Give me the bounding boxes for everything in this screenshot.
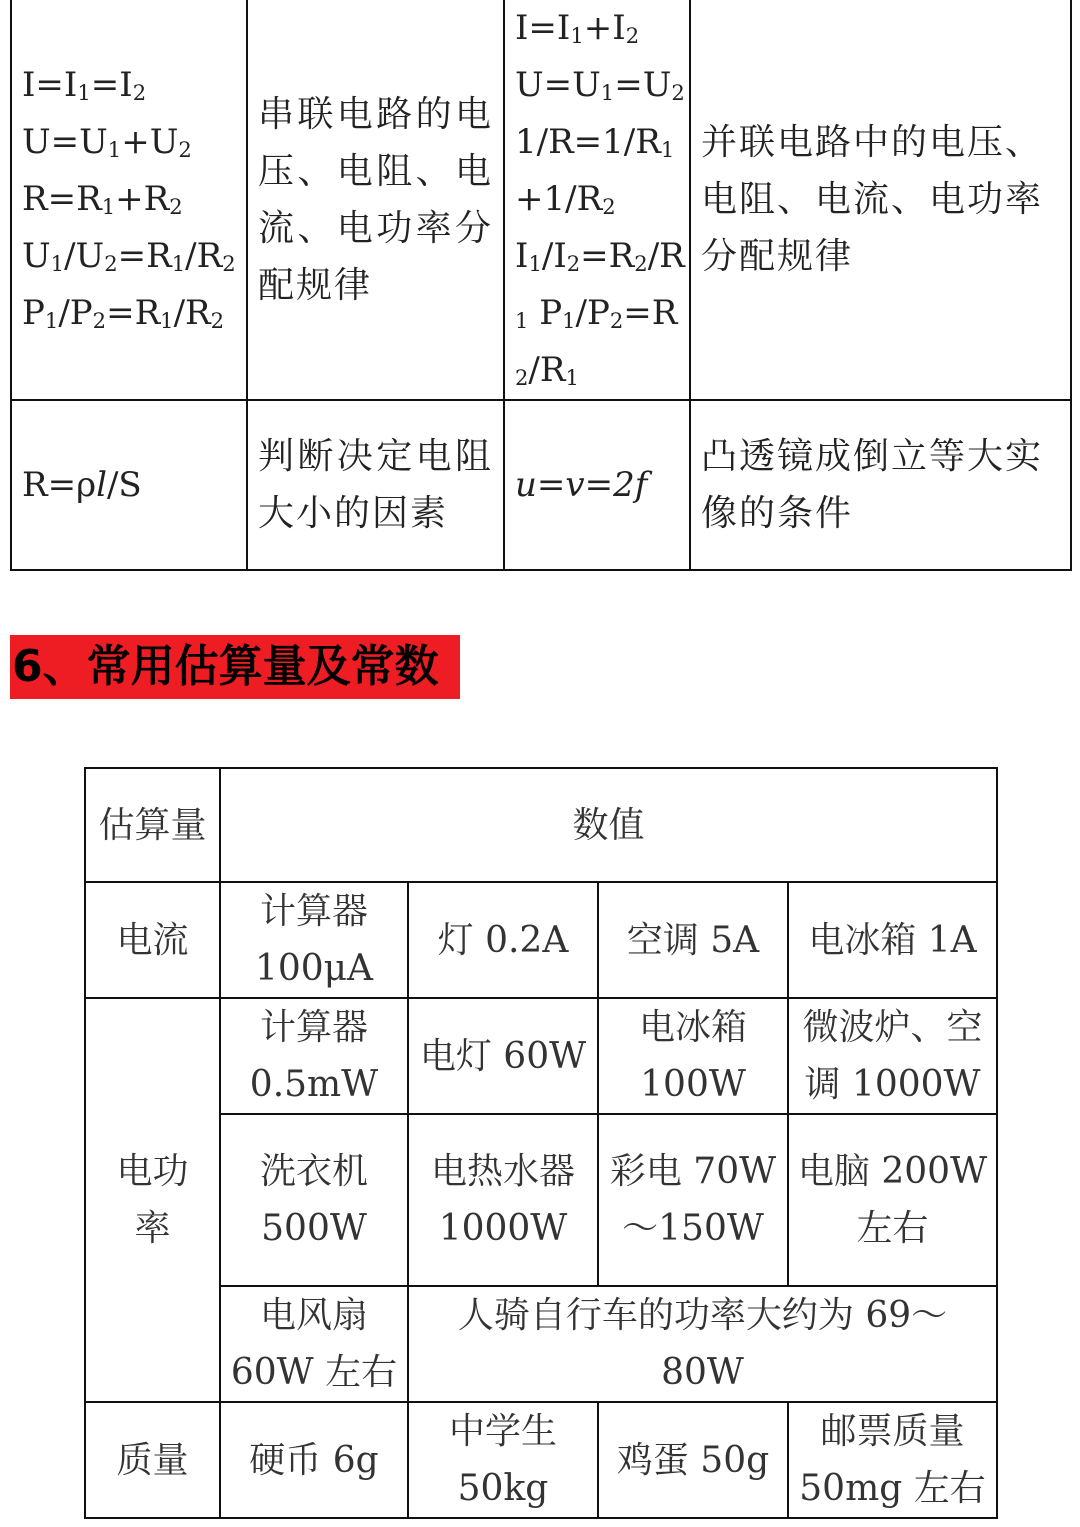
- formula-line: $_1$ $P_1/P_2=R$: [515, 293, 678, 334]
- formula-line: $U=U_1+U_2$: [22, 122, 192, 163]
- table-cell: 空调 5A: [598, 882, 788, 998]
- table-cell: 硬币 6g: [220, 1402, 408, 1518]
- table-cell: 彩电 70W～150W: [598, 1114, 788, 1286]
- table-cell: 电风扇 60W 左右: [220, 1286, 408, 1402]
- formula-line: $I_1/I_2=R_2/R$: [515, 236, 685, 277]
- resistance-formula-cell: R=ρl/S: [11, 400, 247, 570]
- lens-formula-cell: u=v=2f: [504, 400, 690, 570]
- header-quantity: 估算量: [85, 768, 220, 882]
- table-cell: 计算器0.5mW: [220, 998, 408, 1114]
- table-cell: 微波炉、空调 1000W: [788, 998, 997, 1114]
- table-cell: 邮票质量 50mg 左右: [788, 1402, 997, 1518]
- table-cell: 计算器100μA: [220, 882, 408, 998]
- table-row: [85, 998, 997, 1114]
- formula-line: $+1/R_2$: [515, 179, 616, 220]
- formula-line: $I=I_1+I_2$: [515, 8, 640, 49]
- table-cell: 电冰箱 1A: [788, 882, 997, 998]
- table-cell: 灯 0.2A: [408, 882, 598, 998]
- table-row: [11, 0, 1071, 400]
- table-cell: 电脑 200W 左右: [788, 1114, 997, 1286]
- table-row: [11, 400, 1071, 570]
- table-row: [85, 1114, 997, 1286]
- table-cell: 电热水器 1000W: [408, 1114, 598, 1286]
- current-label: 电流: [85, 882, 220, 998]
- table-row: [85, 1286, 997, 1402]
- table-cell: 人骑自行车的功率大约为 69～80W: [408, 1286, 997, 1402]
- table-cell: 电灯 60W: [408, 998, 598, 1114]
- lens-desc-cell: 凸透镜成倒立等大实像的条件: [690, 400, 1071, 570]
- estimate-table: [84, 767, 998, 1519]
- table-row: [85, 1402, 997, 1518]
- parallel-formulas-cell: [504, 0, 690, 400]
- mass-label: 质量: [85, 1402, 220, 1518]
- formula-table: [10, 0, 1072, 571]
- table-cell: 洗衣机500W: [220, 1114, 408, 1286]
- formula-line: $U=U_1=U_2$: [515, 65, 685, 106]
- formula-line: $1/R=1/R_1$: [515, 122, 675, 163]
- section-title: 6、常用估算量及常数: [10, 635, 460, 699]
- parallel-desc-cell: 并联电路中的电压、电阻、电流、电功率分配规律: [690, 0, 1071, 400]
- table-row: [85, 882, 997, 998]
- formula-line: $P_1/P_2=R_1/R_2$: [22, 293, 225, 334]
- series-formulas-cell: [11, 0, 247, 400]
- table-row: [85, 768, 997, 882]
- table-cell: 鸡蛋 50g: [598, 1402, 788, 1518]
- table-cell: 中学生 50kg: [408, 1402, 598, 1518]
- formula-line: $R=R_1+R_2$: [22, 179, 183, 220]
- table-cell: 电冰箱100W: [598, 998, 788, 1114]
- formula-line: $U_1/U_2=R_1/R_2$: [22, 236, 236, 277]
- power-label: 电功率: [85, 998, 220, 1402]
- resistance-desc-cell: 判断决定电阻大小的因素: [247, 400, 504, 570]
- series-desc-cell: 串联电路的电压、电阻、电流、电功率分配规律: [247, 0, 504, 400]
- header-value: 数值: [220, 768, 997, 882]
- formula-line: $_2/R_1$: [515, 350, 579, 391]
- formula-line: $I=I_1=I_2$: [22, 65, 147, 106]
